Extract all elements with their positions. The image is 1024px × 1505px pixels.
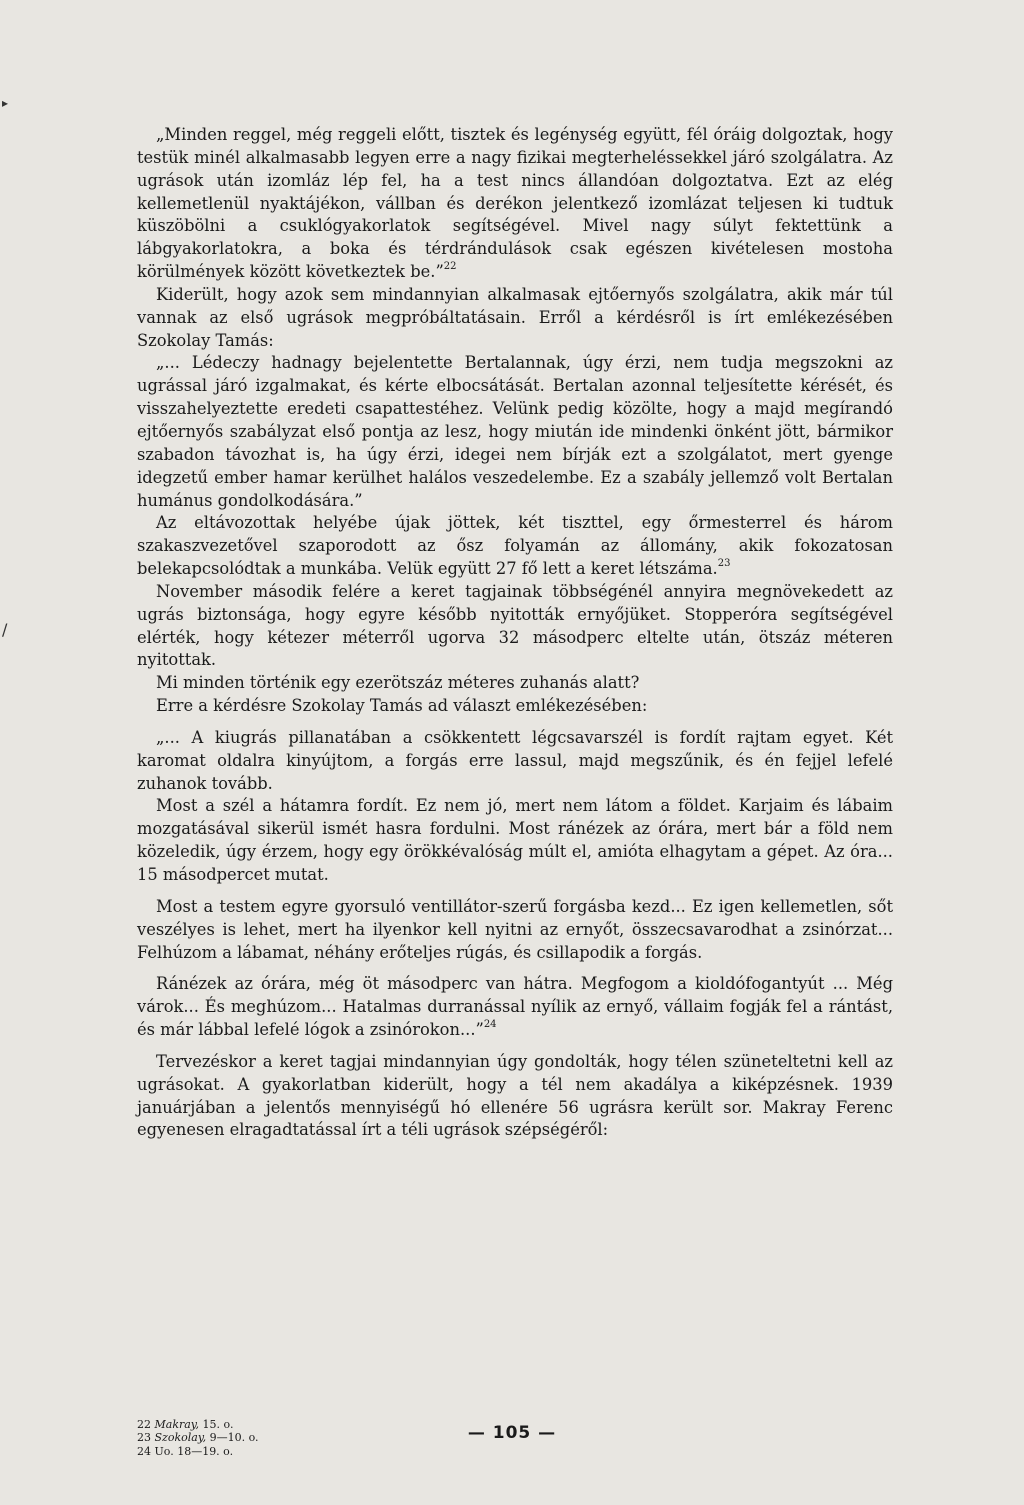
margin-mark: / xyxy=(2,620,8,639)
paragraph-text: Kiderült, hogy azok sem mindannyian alkalmasak ejtőernyős szolgálatra, akik már túl vannak az első ugrások megpróbáltatásain. Erről a kérdésről is írt emlékezésében Szokolay Tamás: xyxy=(137,284,893,350)
footnote xyxy=(137,1445,537,1458)
paragraph xyxy=(137,581,893,672)
paragraph-text: Az eltávozottak helyébe újak jöttek, két tiszttel, egy őrmesterrel és három szakaszvezetővel szaporodott az ősz folyamán az állomány, akik fokozatosan belekapcsolódtak a munkába. Velük együtt 27 fő lett a keret létszáma. xyxy=(137,513,893,579)
paragraph-text: Mi minden történik egy ezerötszáz méteres zuhanás alatt? xyxy=(156,673,640,693)
paragraph xyxy=(137,672,893,695)
paragraph-text: Most a szél a hátamra fordít. Ez nem jó, mert nem látom a földet. Karjaim és lábaim mozgatásával sikerül ismét hasra fordulni. Most ránézek az órára, mert bár a föld nem közeledik, úgy érzem, hogy egy örökkévalóság múlt el, amióta elhagytam a gépet. Az óra... 15 másodpercet mutat. xyxy=(137,796,893,884)
paragraph-text: „... Lédeczy hadnagy bejelentette Bertalannak, úgy érzi, nem tudja megszokni az ugrással járó izgalmakat, és kérte elbocsátását. Bertalan azonnal teljesítette kérését, és visszahelyeztette eredeti csapattestéhez. Velünk pedig közölte, hogy a majd megírandó ejtőernyős szabályzat első pontja az lesz, hogy miután ide mindenki önként jött, bármikor szabadon távozhat is, ha úgy érzi, idegei nem bírják ezt a szolgálatot, mert gyenge idegzetű ember hamar kerülhet halálos veszedelembe. Ez a szabály jellemző volt Bertalan humánus gondolkodására.” xyxy=(137,353,893,510)
paragraph-text: Tervezéskor a keret tagjai mindannyian úgy gondolták, hogy télen szüneteltetni kell az ugrásokat. A gyakorlatban kiderült, hogy a tél nem akadálya a kiképzésnek. 1939 januárjában a jelentős mennyiségű hó ellenére 56 ugrásra került sor. Makray Ferenc egyenesen elragadtatással írt a téli ugrások szépségéről: xyxy=(137,1051,893,1140)
footnote-location: 9—10. o. xyxy=(206,1431,259,1445)
footnote-location: 15. o. xyxy=(199,1418,234,1431)
footnote-ref: 22 xyxy=(443,260,457,272)
paragraph-text: „Minden reggel, még reggeli előtt, tisztek és legénység együtt, fél óráig dolgoztak, hogy testük minél alkalmasabb legyen erre a nagy fizikai megterheléssekkel járó szolgálatra. Az ugrások után izomláz lép fel, ha a test nincs állandóan dolgoztatva. Ezt az elég kellemetlenül nyaktájékon, vállban és derékon jelentkező izomlázat teljesen ki tudtuk küszöbölni a csuklógyakorlatok segítségével. Mivel nagy súlyt fektettünk a lábgyakorlatokra, a boka és térdrándulások csak egészen kivételesen mostoha körülmények között következtek be.” xyxy=(137,125,893,282)
footnote-source: Makray, xyxy=(154,1418,200,1431)
paragraph-text: Erre a kérdésre Szokolay Tamás ad választ emlékezésében: xyxy=(156,696,648,716)
paragraph-text: „... A kiugrás pillanatában a csökkentett légcsavarszél is fordít rajtam egyet. Két karomat oldalra kinyújtom, a forgás erre lassul, majd megszűnik, és én fejjel lefelé zuhanok tovább. xyxy=(137,727,893,793)
footnote-source: Szokolay, xyxy=(154,1431,207,1445)
footnote-ref: 23 xyxy=(717,557,731,569)
paragraph xyxy=(137,352,893,512)
footnote-number: 23 xyxy=(137,1431,151,1445)
paragraph xyxy=(137,727,893,796)
paragraph xyxy=(137,124,893,284)
paragraph xyxy=(137,284,893,353)
paragraph xyxy=(137,1051,893,1142)
paragraph xyxy=(137,795,893,886)
paragraph xyxy=(137,896,893,965)
paragraph-text: Ránézek az órára, még öt másodperc van hátra. Megfogom a kioldófogantyút ... Még várok... És meghúzom... Hatalmas durranással nyílik az ernyő, vállaim fogják fel a rántást, és már lábbal lefelé lógok a zsinórokon...” xyxy=(137,974,893,1040)
footnote-ref: 24 xyxy=(483,1018,497,1030)
margin-mark: ▸ xyxy=(2,96,9,110)
paragraph xyxy=(137,695,893,718)
footnote-number: 22 xyxy=(137,1418,151,1431)
page-number: — 105 — xyxy=(467,1423,557,1443)
paragraph xyxy=(137,973,893,1042)
paragraph-text: November második felére a keret tagjainak többségénél annyira megnövekedett az ugrás biztonsága, hogy egyre később nyitották ernyőjüket. Stopperóra segítségével elérték, hogy kétezer méterről ugorva 32 másodperc eltelte után, ötszáz méteren nyitottak. xyxy=(137,581,893,670)
footnote-location: Uo. 18—19. o. xyxy=(154,1444,234,1458)
footnote-number: 24 xyxy=(137,1444,151,1458)
body-text xyxy=(137,124,893,1142)
paragraph xyxy=(137,512,893,581)
paragraph-text: Most a testem egyre gyorsuló ventillátor-szerű forgásba kezd... Ez igen kellemetlen, sőt veszélyes is lehet, mert ha ilyenkor kell nyitni az ernyőt, összecsavarodhat a zsinórzat... Felhúzom a lábamat, néhány erőteljes rúgás, és csillapodik a forgás. xyxy=(137,896,893,962)
